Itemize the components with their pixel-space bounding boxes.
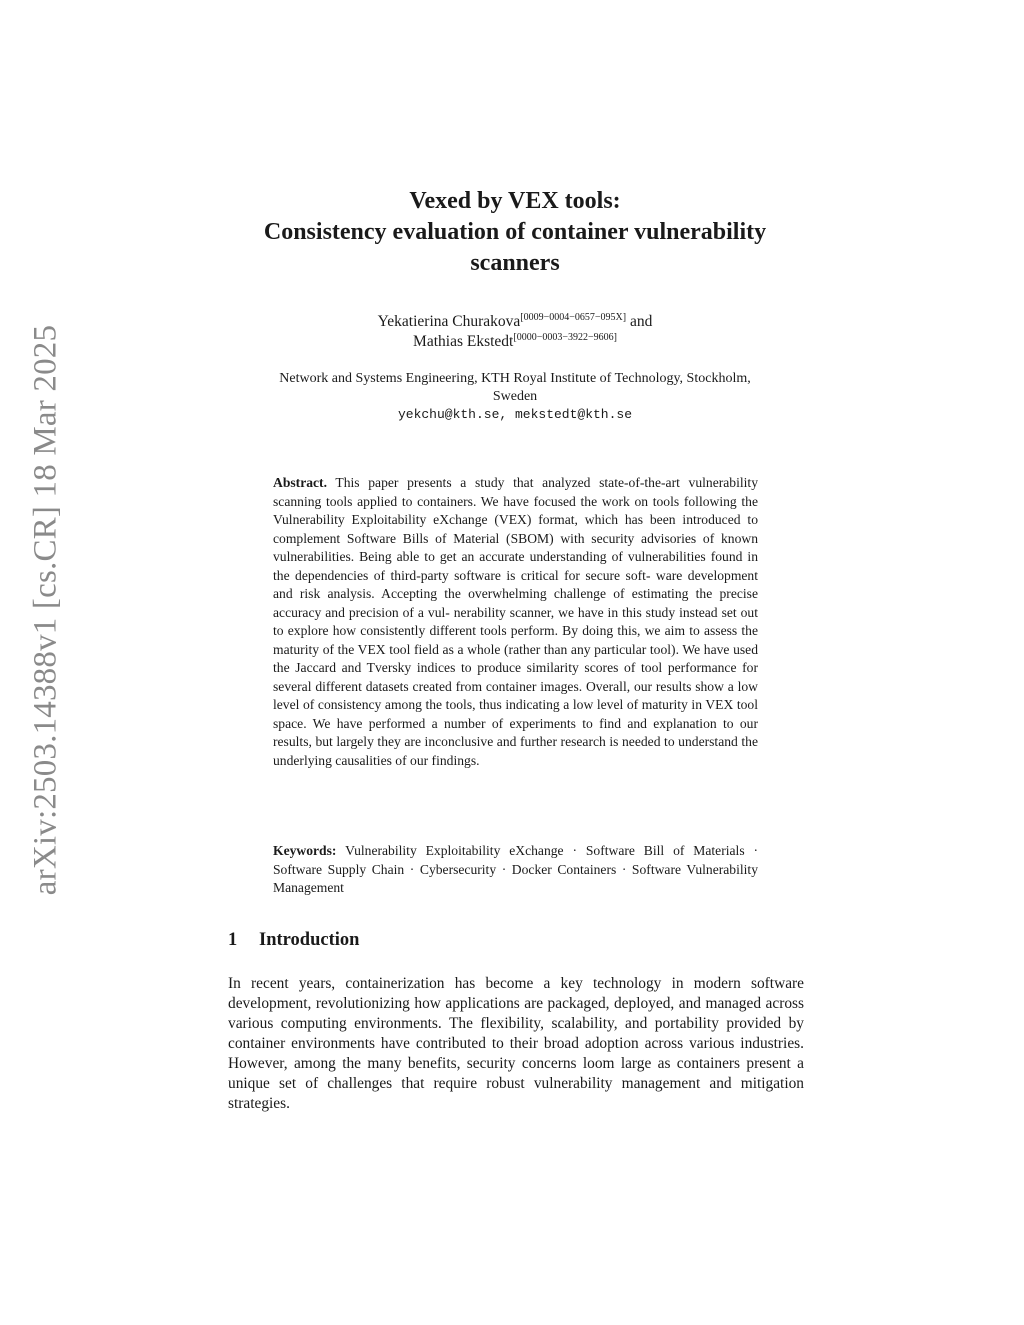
abstract — [273, 474, 758, 770]
paper-title — [215, 186, 815, 279]
keywords-text: Vulnerability Exploitability eXchange · Software Bill of Materials · Software Supply Chain · Cybersecurity · Docker Containers · Software Vulnerability Management — [273, 843, 759, 895]
affiliation-line-1: Network and Systems Engineering, KTH Royal Institute of Technology, Stockholm, — [279, 371, 751, 386]
keywords-label: Keywords: — [273, 843, 337, 858]
arxiv-identifier: arXiv:2503.14388v1 [cs.CR] 18 Mar 2025 — [27, 324, 64, 896]
keywords — [273, 842, 758, 898]
author-orcid: [0009−0004−0657−095X] — [520, 312, 627, 323]
author-orcid: [0000−0003−3922−9606] — [513, 332, 617, 343]
author-name: Yekatierina Churakova — [377, 313, 521, 330]
author-separator: and — [626, 313, 653, 330]
abstract-text: This paper presents a study that analyzed state-of-the-art vulnerability scanning tools applied to containers. We have focused the work on tools following the Vulnerability Exploitability eXchange (VEX) format, which has been introduced to complement Software Bills of Material (SBOM) with security advisories of known vulnerabilities. Being able to get an accurate understanding of vulnerabilities found in the dependencies of third-party software is critical for secure soft- ware development and risk analysis. Accepting the overwhelming challenge of estimating the precise accuracy and precision of a vul- nerability scanner, we have in this study instead set out to explore how consistently different tools perform. By doing this, we aim to assess the maturity of the VEX tool field as a whole (rather than any particular tool). We have used the Jaccard and Tversky indices to produce similarity scores of tool performance for several different datasets created from container images. Overall, our results show a low level of consistency among the tools, thus indicating a low level of maturity in VEX tool space. We have performed a number of experiments to find and explanation to our results, but largely they are inconclusive and further research is needed to understand the underlying causalities of our findings. — [273, 475, 758, 768]
affiliation — [215, 370, 815, 424]
title-line-1: Vexed by VEX tools: — [409, 188, 621, 214]
author-name: Mathias Ekstedt — [413, 333, 514, 350]
section-heading — [228, 930, 359, 951]
title-line-2: Consistency evaluation of container vulnerability — [263, 219, 767, 245]
author-list — [215, 312, 815, 352]
introduction-paragraph: In recent years, containerization has become a key technology in modern software development, revolutionizing how applications are packaged, deployed, and managed across various computing environments. The flexibility, scalability, and portability provided by container environments have contributed to their broad adoption across various industries. However, among the many benefits, security concerns loom large as containers present a unique set of challenges that require robust vulnerability management and mitigation strategies. — [228, 975, 804, 1112]
abstract-label: Abstract. — [273, 475, 327, 490]
section-title: Introduction — [259, 930, 360, 950]
author-entry — [215, 312, 815, 332]
author-emails: yekchu@kth.se, mekstedt@kth.se — [397, 407, 633, 422]
title-line-3: scanners — [470, 250, 560, 276]
affiliation-line-2: Sweden — [492, 389, 538, 404]
section-number: 1 — [228, 930, 238, 950]
author-entry — [215, 332, 815, 352]
